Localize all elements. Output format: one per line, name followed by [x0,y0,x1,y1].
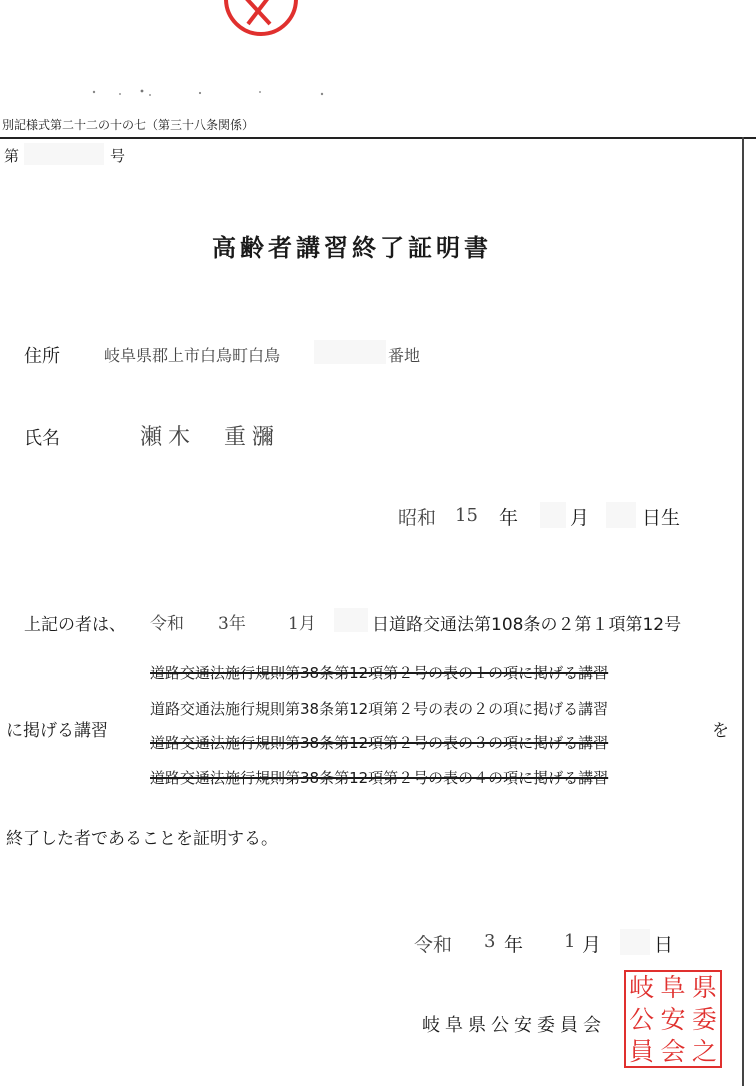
course-item-4: 道路交通法施行規則第38条第12項第２号の表の４の項に掲げる講習 [150,769,609,787]
birth-era: 昭和 [398,507,437,529]
course-month: 1月 [288,614,316,634]
course-item-2: 道路交通法施行規則第38条第12項第２号の表の２の項に掲げる講習 [150,700,609,718]
cert-number-suffix: 号 [110,147,126,165]
seal-char: 公 [629,1005,655,1034]
birth-year: 15 [455,505,478,526]
issue-year: 3 [484,931,496,952]
course-item-1: 道路交通法施行規則第38条第12項第２号の表の１の項に掲げる講習 [150,664,609,682]
birth-year-unit: 年 [499,507,519,529]
course-right-particle: を [712,721,729,741]
seal-char: 之 [691,1037,717,1066]
birth-month-redacted [540,502,566,528]
issue-era: 令和 [414,934,453,956]
statement-closing: 終了した者であることを証明する。 [6,829,278,849]
course-day-redacted [334,608,368,632]
issue-month-unit: 月 [582,934,602,956]
issue-day-unit: 日 [654,934,674,956]
frame-right-border [742,137,744,1086]
birth-day-unit: 日生 [642,507,681,529]
seal-char: 会 [660,1037,686,1066]
official-seal [624,970,722,1068]
issuer-name: 岐阜県公安委員会 [422,1015,606,1036]
scan-specks [90,86,370,100]
address-value: 岐阜県郡上市白鳥町白鳥 [104,346,281,365]
document-title: 高齢者講習終了証明書 [212,234,492,262]
issue-day-redacted [620,929,650,955]
birth-day-redacted [606,502,636,528]
seal-char: 県 [691,973,717,1002]
seal-char: 阜 [660,973,686,1002]
course-left-label: に掲げる講習 [6,721,108,741]
seal-char: 安 [660,1005,686,1034]
issue-year-unit: 年 [504,934,524,956]
top-seal-mark [238,0,278,37]
seal-char: 岐 [629,973,655,1002]
statement-prefix: 上記の者は、 [24,615,126,635]
course-year: 3年 [218,614,246,634]
seal-char: 員 [629,1037,655,1066]
course-era: 令和 [150,614,184,634]
name-label: 氏名 [24,428,60,449]
seal-char: 委 [691,1005,717,1034]
statement-law-reference: 日道路交通法第108条の２第１項第12号 [372,615,682,635]
cert-number-redacted [24,143,104,165]
course-item-3: 道路交通法施行規則第38条第12項第２号の表の３の項に掲げる講習 [150,734,609,752]
address-label: 住所 [24,346,60,367]
birth-month-unit: 月 [570,507,590,529]
name-value: 瀬木 重瀰 [140,425,281,450]
form-reference: 別記様式第二十二の十の七（第三十八条関係） [2,118,255,132]
address-redacted [314,340,386,364]
address-suffix: 番地 [388,346,421,365]
cert-number-prefix: 第 [4,147,20,165]
frame-top-border [0,137,756,139]
issue-month: 1 [564,931,576,952]
